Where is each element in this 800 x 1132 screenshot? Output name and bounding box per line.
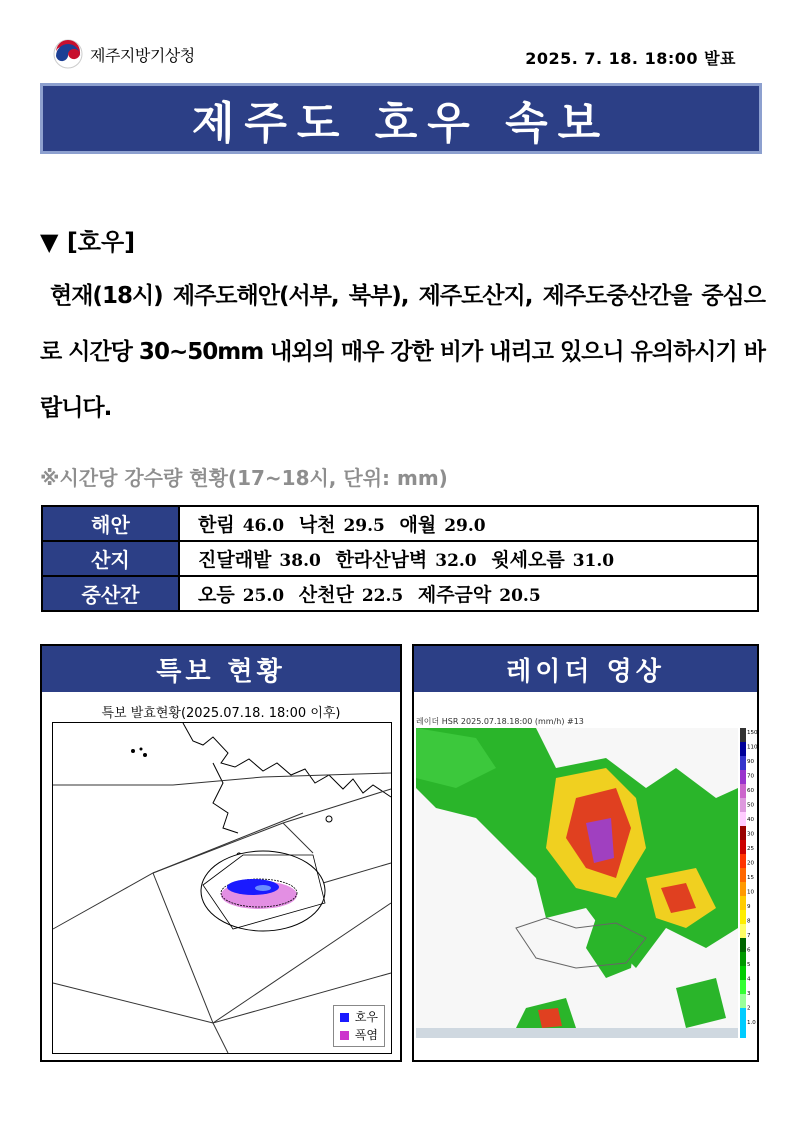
scale-label: 70 (747, 773, 754, 780)
station-name: 애월 (399, 514, 437, 536)
station-value: 32.0 (435, 551, 477, 571)
radar-panel-title: 레이더 영상 (414, 646, 757, 692)
radar-color-scale (740, 728, 756, 1038)
scale-label: 8 (747, 918, 751, 925)
radar-image-graphic (416, 728, 738, 1038)
section-heading: ▼ [호우] (40, 228, 136, 256)
station-name: 산천단 (298, 584, 354, 606)
station-value: 20.5 (499, 586, 541, 606)
station-value: 29.0 (444, 516, 486, 536)
stations-cell (179, 506, 758, 541)
scale-label: 7 (747, 933, 751, 939)
scale-label: 10 (747, 889, 754, 896)
category-cell: 해안 (42, 506, 179, 541)
scale-label: 20 (747, 860, 754, 867)
scale-label: 110 (747, 744, 758, 751)
station-name: 제주금악 (417, 584, 492, 606)
scale-label: 3 (747, 991, 751, 997)
legend-swatch-heatwave (340, 1031, 349, 1040)
category-cell: 산지 (42, 541, 179, 576)
station-name: 진달래밭 (198, 549, 272, 571)
rainfall-table (41, 505, 759, 612)
radar-caption: 레이더 HSR 2025.07.18.18:00 (mm/h) #13 (416, 717, 584, 726)
station-value: 46.0 (242, 516, 285, 536)
stations-cell (179, 576, 758, 611)
kma-logo (52, 38, 195, 70)
station-value: 38.0 (279, 551, 321, 571)
station-value: 31.0 (572, 551, 615, 571)
scale-label: 5 (747, 962, 751, 968)
scale-label: 2 (747, 1005, 751, 1012)
warning-map (52, 722, 392, 1054)
scale-label: 90 (747, 759, 754, 765)
scale-label: 50 (747, 802, 754, 809)
station-name: 오등 (198, 584, 235, 606)
warning-panel-title: 특보 현황 (42, 646, 400, 692)
warning-legend (333, 1005, 385, 1047)
station-value: 22.5 (361, 586, 404, 606)
station-name: 윗세오름 (491, 549, 565, 571)
taegeuk-icon (52, 38, 84, 70)
scale-label: 150 (747, 730, 758, 736)
warning-map-graphic (53, 723, 391, 1053)
rainfall-note: ※시간당 강수량 현황(17~18시, 단위: mm) (40, 466, 448, 490)
legend-item: 호우 (340, 1008, 378, 1026)
table-row (42, 541, 758, 576)
warning-map-title: 특보 발효현황(2025.07.18. 18:00 이후) (101, 706, 341, 721)
table-row (42, 576, 758, 611)
radar-image (416, 728, 738, 1038)
org-name: 제주지방기상청 (90, 45, 195, 65)
scale-label: 1.0 (747, 1020, 756, 1026)
station-name: 한림 (198, 514, 235, 536)
title-banner (40, 83, 762, 154)
scale-label: 6 (747, 947, 751, 954)
radar-panel (412, 644, 759, 1062)
stations-cell (179, 541, 758, 576)
scale-label: 25 (747, 846, 754, 852)
issue-date: 2025. 7. 18. 18:00 발표 (525, 49, 736, 68)
warning-panel (40, 644, 402, 1062)
category-cell: 중산간 (42, 576, 179, 611)
scale-label: 60 (747, 788, 754, 794)
scale-label: 30 (747, 831, 754, 838)
legend-swatch-heavy-rain (340, 1013, 349, 1022)
table-row (42, 506, 758, 541)
page-title: 제주도 호우 속보 (191, 97, 611, 149)
station-name: 한라산남벽 (335, 549, 428, 571)
header (52, 38, 742, 78)
scale-label: 15 (747, 875, 754, 881)
legend-item: 폭염 (340, 1026, 378, 1044)
scale-label: 9 (747, 904, 751, 910)
station-value: 29.5 (343, 516, 385, 536)
scale-label: 40 (747, 817, 754, 823)
station-name: 낙천 (298, 514, 336, 536)
station-value: 25.0 (242, 586, 285, 606)
scale-label: 4 (747, 976, 751, 983)
bulletin-body: 현재(18시) 제주도해안(서부, 북부), 제주도산지, 제주도중산간을 중심으로 시간당 30~50mm 내외의 매우 강한 비가 내리고 있으니 유의하시기 바랍니다. (40, 283, 765, 421)
